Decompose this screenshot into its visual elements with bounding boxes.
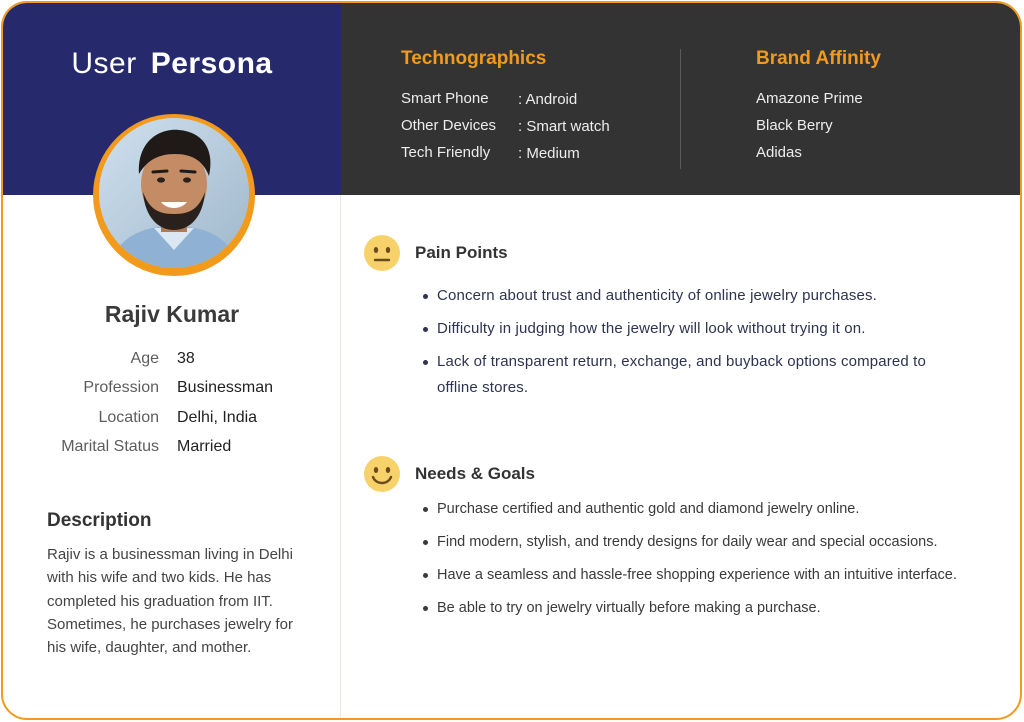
techno-value: : Android [518,91,578,108]
page-title [3,47,341,81]
technographics-title: Technographics [401,48,547,69]
pain-point-item: Concern about trust and authenticity of online jewelry purchases. [423,283,1003,309]
brand-affinity-title: Brand Affinity [756,48,881,69]
goal-item: Purchase certified and authentic gold and diamond jewelry online. [423,496,1003,522]
detail-label: Age [130,350,159,367]
techno-value: : Smart watch [518,118,610,135]
description-text: Rajiv is a businessman living in Delhi with his wife and two kids. He has completed his graduation from IIT. Sometimes, he purchases jewelry for his wife, daughter, and mother. [47,546,293,657]
detail-value: Delhi, India [177,409,258,426]
detail-row-age [3,350,341,372]
goal-item: Have a seamless and hassle-free shopping experience with an intuitive interface. [423,562,1003,588]
detail-row-marital-status [3,438,341,460]
pain-point-item: Lack of transparent return, exchange, and buyback options compared to offline stores. [423,349,963,401]
detail-label: Marital Status [61,438,159,455]
title-bold: Persona [150,47,273,80]
detail-value: Married [177,438,232,455]
smiling-face-icon [363,455,401,493]
detail-value: 38 [177,350,195,367]
techno-label: Tech Friendly [401,144,491,161]
persona-name: Rajiv Kumar [104,301,240,327]
avatar [99,118,249,268]
avatar-portrait [99,118,249,268]
goal-item: Find modern, stylish, and trendy designs for daily wear and special occasions. [423,529,1003,555]
detail-row-profession [3,379,341,401]
techno-value: : Medium [518,145,580,162]
pain-point-item: Difficulty in judging how the jewelry will look without trying it on. [423,316,1003,342]
goal-item: Be able to try on jewelry virtually before making a purchase. [423,595,1003,621]
neutral-face-icon [363,234,401,272]
needs-goals-title: Needs & Goals [415,464,535,483]
techno-label: Other Devices [401,117,497,134]
techno-label: Smart Phone [401,90,489,107]
description-title: Description [47,510,152,531]
detail-value: Businessman [177,379,274,396]
detail-label: Location [98,409,159,426]
persona-card [1,1,1022,720]
detail-row-location [3,409,341,431]
header-divider [680,49,681,169]
title-light: User [71,47,137,80]
brand-item: Adidas [756,144,802,161]
detail-label: Profession [83,379,159,396]
brand-item: Black Berry [756,117,833,134]
pain-points-title: Pain Points [415,243,508,262]
brand-item: Amazone Prime [756,90,863,107]
